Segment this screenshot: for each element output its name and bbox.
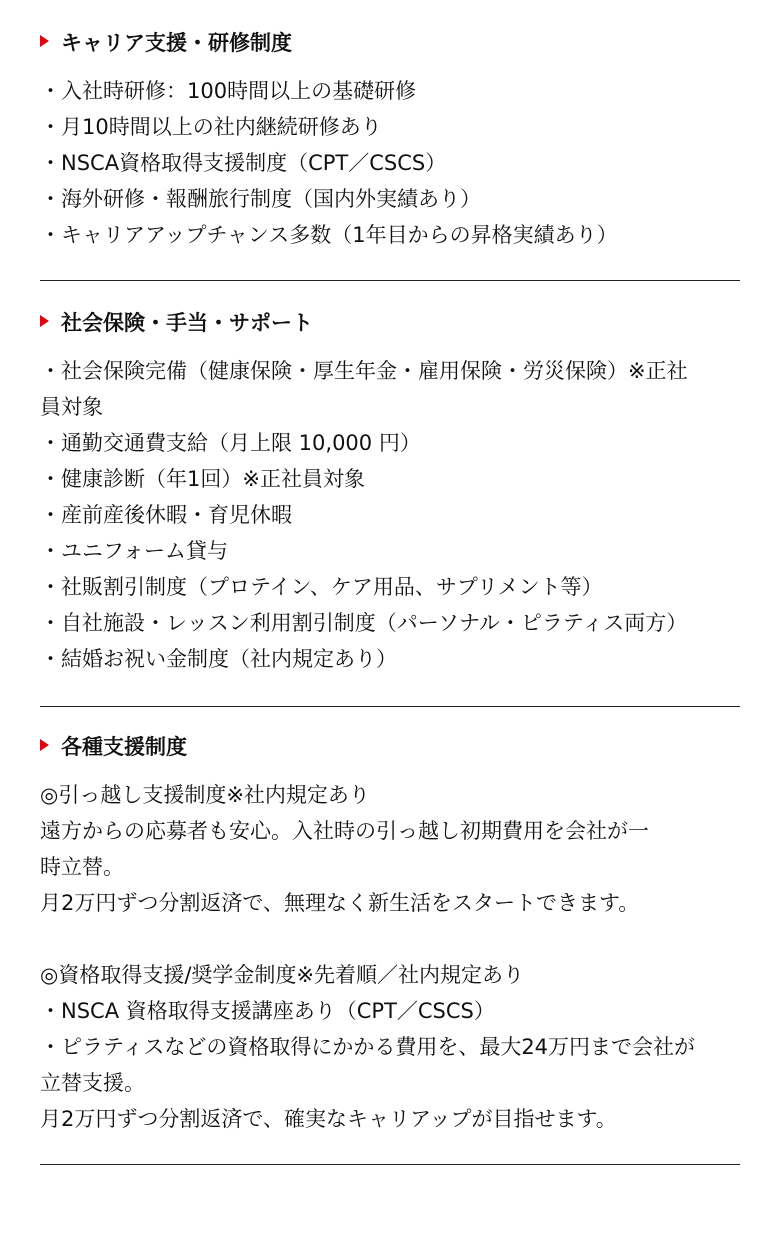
- blank-line: [40, 921, 740, 957]
- list-item: 遠方からの応募者も安心。入社時の引っ越し初期費用を会社が一: [40, 819, 649, 843]
- list-item: ・通勤交通費支給（月上限 10,000 円）: [40, 431, 421, 455]
- list-item: ・キャリアアップチャンス多数（1年目からの昇格実績あり）: [40, 223, 618, 247]
- triangle-bullet-icon: [40, 315, 49, 327]
- section-body: [40, 353, 740, 677]
- list-item: ・社販割引制度（プロテイン、ケア用品、サプリメント等）: [40, 575, 603, 599]
- triangle-bullet-icon: [40, 35, 49, 47]
- list-item: ・NSCA資格取得支援制度（CPT／CSCS）: [40, 151, 447, 175]
- list-item: 員対象: [40, 395, 103, 419]
- list-item: ・社会保険完備（健康保険・厚生年金・雇用保険・労災保険）※正社: [40, 359, 688, 383]
- section-divider: [40, 706, 740, 707]
- list-item: 月2万円ずつ分割返済で、無理なく新生活をスタートできます。: [40, 891, 640, 915]
- section-divider: [40, 1164, 740, 1165]
- list-item: ・産前産後休暇・育児休暇: [40, 503, 292, 527]
- list-item: ・入社時研修：100時間以上の基礎研修: [40, 79, 417, 103]
- list-item: ・ピラティスなどの資格取得にかかる費用を、最大24万円まで会社が: [40, 1035, 696, 1059]
- list-item: ・自社施設・レッスン利用割引制度（パーソナル・ピラティス両方）: [40, 611, 688, 635]
- career-support-section: [40, 27, 740, 253]
- list-item: 月2万円ずつ分割返済で、確実なキャリアップが目指せます。: [40, 1107, 617, 1131]
- section-heading: [40, 731, 740, 763]
- section-body: [40, 777, 740, 1137]
- section-heading-text: 各種支援制度: [61, 735, 187, 759]
- list-item: ・健康診断（年1回）※正社員対象: [40, 467, 365, 491]
- triangle-bullet-icon: [40, 739, 49, 751]
- list-item: ・月10時間以上の社内継続研修あり: [40, 115, 382, 139]
- list-item: 立替支援。: [40, 1071, 145, 1095]
- section-heading: [40, 27, 740, 59]
- list-item: ・海外研修・報酬旅行制度（国内外実績あり）: [40, 187, 481, 211]
- section-heading-text: 社会保険・手当・サポート: [61, 311, 313, 335]
- list-item: ・ユニフォーム貸与: [40, 539, 228, 563]
- insurance-allowance-section: [40, 307, 740, 677]
- section-heading: [40, 307, 740, 339]
- list-item: ◎引っ越し支援制度※社内規定あり: [40, 783, 370, 807]
- section-body: [40, 73, 740, 253]
- list-item: 時立替。: [40, 855, 124, 879]
- section-heading-text: キャリア支援・研修制度: [61, 31, 292, 55]
- list-item: ・NSCA 資格取得支援講座あり（CPT／CSCS）: [40, 999, 495, 1023]
- section-divider: [40, 280, 740, 281]
- list-item: ・結婚お祝い金制度（社内規定あり）: [40, 647, 397, 671]
- list-item: ◎資格取得支援/奨学金制度※先着順／社内規定あり: [40, 963, 524, 987]
- support-programs-section: [40, 731, 740, 1137]
